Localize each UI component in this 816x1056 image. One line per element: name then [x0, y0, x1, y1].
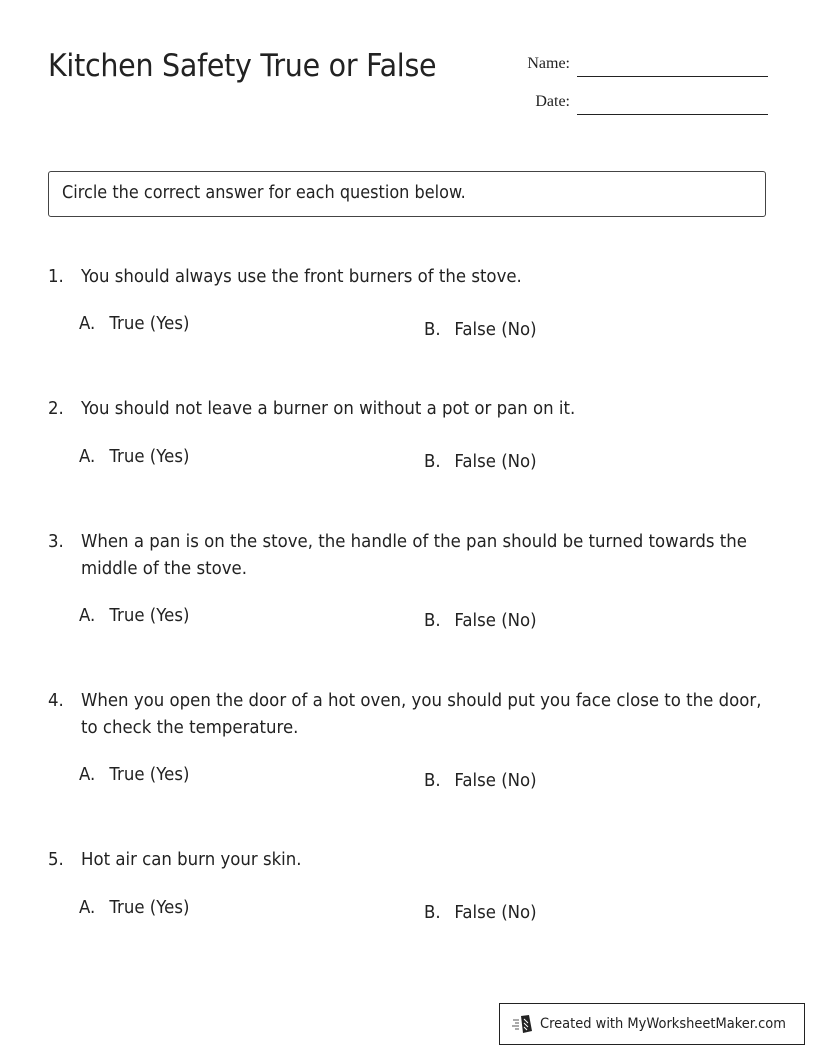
- option-a-true[interactable]: [79, 605, 189, 626]
- option-label: True (Yes): [109, 446, 190, 467]
- option-letter: B.: [424, 902, 441, 923]
- option-letter: A.: [79, 446, 96, 467]
- option-b-false[interactable]: [424, 451, 537, 472]
- option-label: True (Yes): [109, 605, 190, 626]
- option-a-true[interactable]: [79, 897, 189, 918]
- footer-credit[interactable]: [499, 1003, 805, 1045]
- question-text: When a pan is on the stove, the handle of the pan should be turned towards the middle of the stove.: [81, 531, 747, 579]
- name-label: Name:: [527, 55, 570, 72]
- option-label: False (No): [454, 770, 537, 791]
- option-b-false[interactable]: [424, 319, 537, 340]
- option-label: False (No): [454, 902, 537, 923]
- option-label: True (Yes): [109, 313, 190, 334]
- question-text: Hot air can burn your skin.: [81, 849, 302, 870]
- question-number: 4.: [48, 690, 64, 711]
- option-letter: B.: [424, 770, 441, 791]
- option-letter: A.: [79, 313, 96, 334]
- option-letter: A.: [79, 897, 96, 918]
- option-label: False (No): [454, 451, 537, 472]
- question-number: 2.: [48, 398, 64, 419]
- page-title: Kitchen Safety True or False: [48, 48, 437, 84]
- option-a-true[interactable]: [79, 313, 189, 334]
- question-number: 5.: [48, 849, 64, 870]
- option-b-false[interactable]: [424, 902, 537, 923]
- question-number: 1.: [48, 266, 64, 287]
- option-letter: A.: [79, 605, 96, 626]
- date-field[interactable]: [577, 114, 768, 115]
- instructions-box: [48, 171, 766, 217]
- option-a-true[interactable]: [79, 764, 189, 785]
- question-text: When you open the door of a hot oven, you should put you face close to the door, to check the temperature.: [81, 690, 762, 738]
- question-text: You should always use the front burners of the stove.: [81, 266, 522, 287]
- date-label: Date:: [535, 93, 570, 110]
- option-label: True (Yes): [109, 764, 190, 785]
- option-letter: B.: [424, 451, 441, 472]
- instructions-text: Circle the correct answer for each question below.: [62, 183, 466, 203]
- name-field[interactable]: [577, 76, 768, 77]
- option-b-false[interactable]: [424, 770, 537, 791]
- worksheet-logo-icon: [512, 1014, 534, 1034]
- option-label: False (No): [454, 319, 537, 340]
- option-label: False (No): [454, 610, 537, 631]
- option-label: True (Yes): [109, 897, 190, 918]
- option-letter: A.: [79, 764, 96, 785]
- option-b-false[interactable]: [424, 610, 537, 631]
- option-a-true[interactable]: [79, 446, 189, 467]
- option-letter: B.: [424, 319, 441, 340]
- question-text: You should not leave a burner on without a pot or pan on it.: [81, 398, 576, 419]
- question-number: 3.: [48, 531, 64, 552]
- option-letter: B.: [424, 610, 441, 631]
- footer-text: Created with MyWorksheetMaker.com: [540, 1016, 786, 1032]
